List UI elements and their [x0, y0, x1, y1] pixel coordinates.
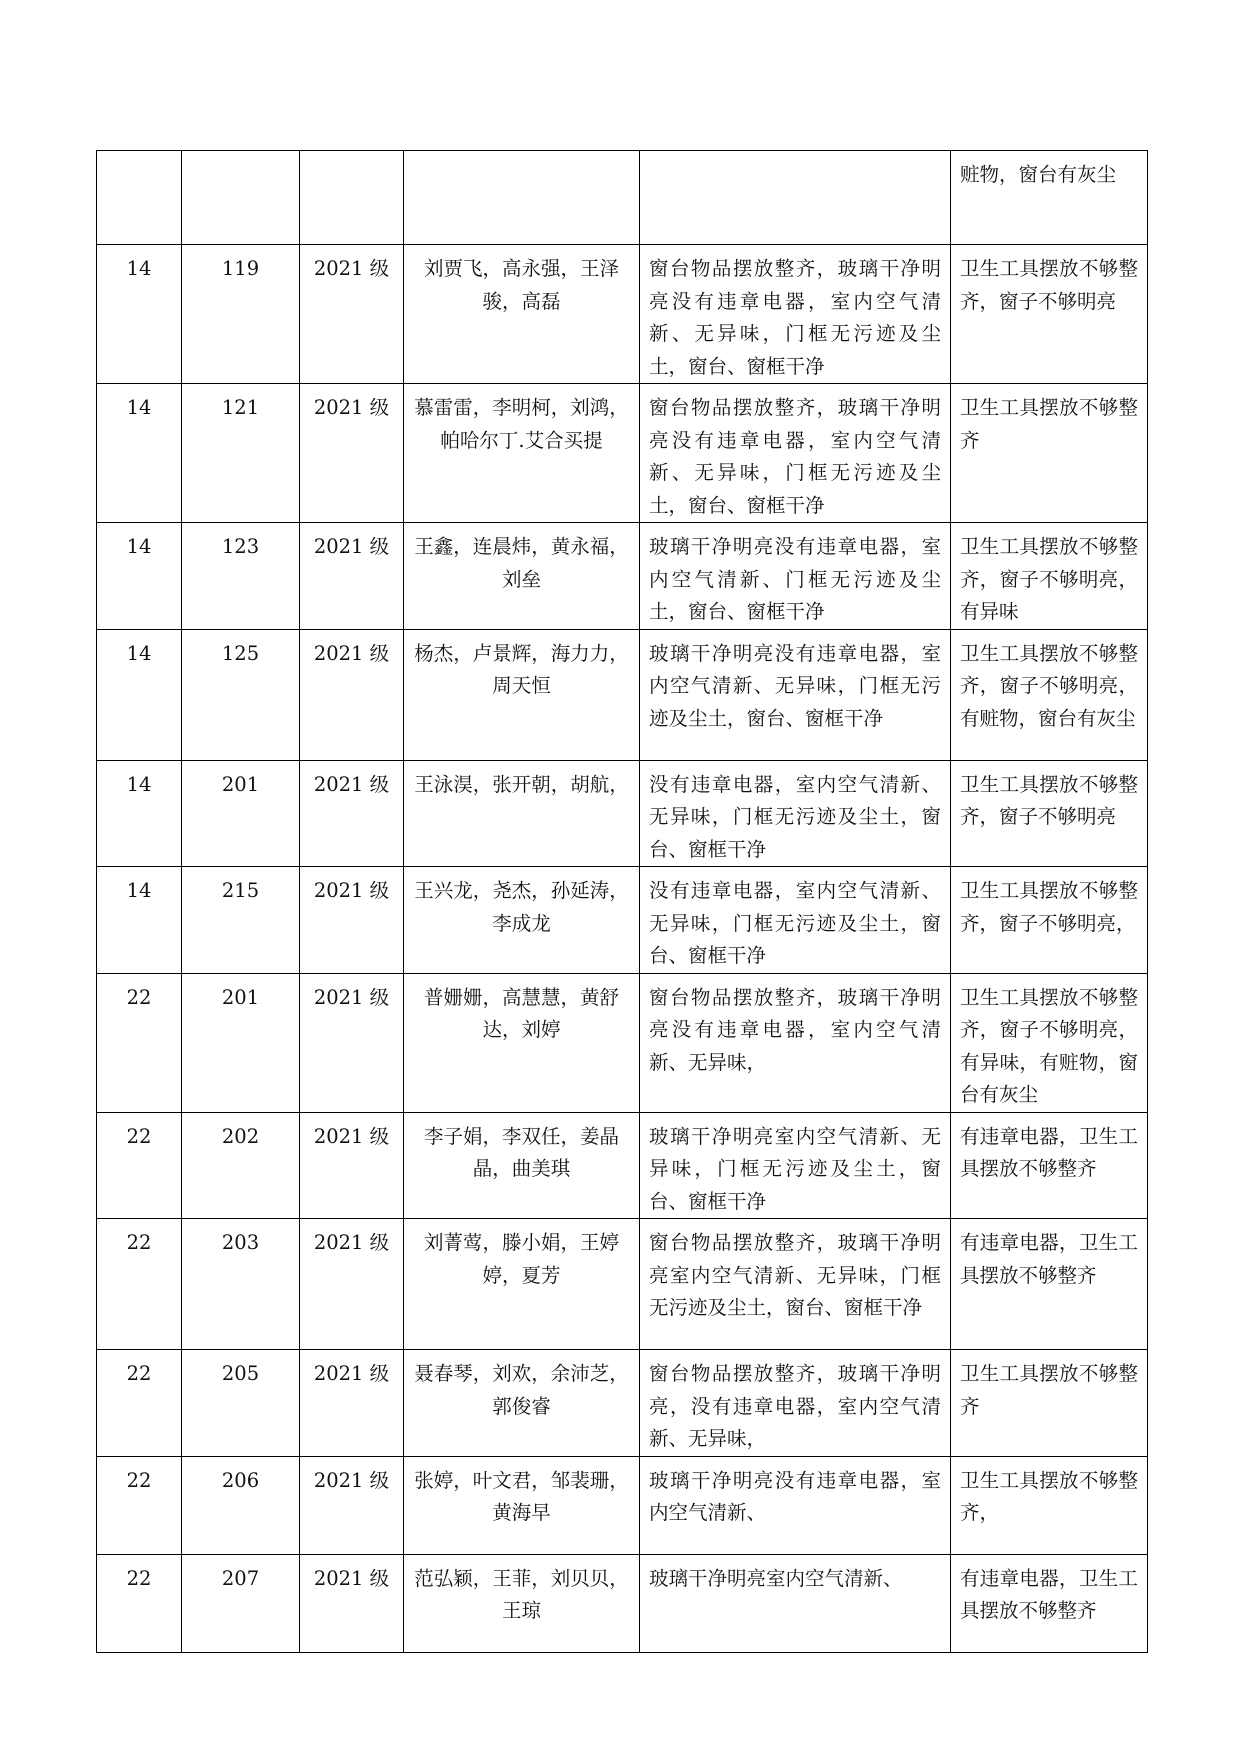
grade-cell: 2021 级 [300, 973, 404, 1112]
building-cell [97, 151, 182, 245]
building-cell: 22 [97, 1219, 182, 1350]
room-cell: 215 [182, 867, 300, 974]
residents-cell: 杨杰，卢景辉，海力力，周天恒 [404, 629, 640, 760]
issues-cell: 赃物，窗台有灰尘 [951, 151, 1148, 245]
issues-cell: 卫生工具摆放不够整齐 [951, 1350, 1148, 1457]
residents-cell: 慕雷雷，李明柯，刘鸿，帕哈尔丁.艾合买提 [404, 384, 640, 523]
issues-cell: 卫生工具摆放不够整齐 [951, 384, 1148, 523]
residents-cell: 刘菁莺，滕小娟，王婷婷，夏芳 [404, 1219, 640, 1350]
table-row [97, 629, 1148, 760]
table-row [97, 1219, 1148, 1350]
table-row [97, 1112, 1148, 1219]
strengths-cell: 没有违章电器，室内空气清新、无异味，门框无污迹及尘土，窗台、窗框干净 [640, 867, 951, 974]
issues-cell: 卫生工具摆放不够整齐，窗子不够明亮，有赃物，窗台有灰尘 [951, 629, 1148, 760]
issues-cell: 有违章电器，卫生工具摆放不够整齐 [951, 1219, 1148, 1350]
residents-cell [404, 151, 640, 245]
issues-cell: 卫生工具摆放不够整齐， [951, 1456, 1148, 1554]
building-cell: 14 [97, 245, 182, 384]
building-cell: 22 [97, 1554, 182, 1652]
grade-cell: 2021 级 [300, 1112, 404, 1219]
room-cell: 207 [182, 1554, 300, 1652]
room-cell: 123 [182, 523, 300, 630]
building-cell: 14 [97, 629, 182, 760]
residents-cell: 王鑫，连晨炜，黄永福，刘垒 [404, 523, 640, 630]
room-cell: 121 [182, 384, 300, 523]
grade-cell: 2021 级 [300, 523, 404, 630]
strengths-cell: 玻璃干净明亮没有违章电器，室内空气清新、 [640, 1456, 951, 1554]
grade-cell: 2021 级 [300, 384, 404, 523]
table-row [97, 1554, 1148, 1652]
grade-cell: 2021 级 [300, 1219, 404, 1350]
room-cell: 125 [182, 629, 300, 760]
residents-cell: 聂春琴，刘欢，余沛芝，郭俊睿 [404, 1350, 640, 1457]
strengths-cell: 窗台物品摆放整齐，玻璃干净明亮没有违章电器，室内空气清新、无异味，门框无污迹及尘土，窗台、窗框干净 [640, 384, 951, 523]
residents-cell: 普姗姗，高慧慧，黄舒达，刘婷 [404, 973, 640, 1112]
residents-cell: 王泳淏，张开朝，胡航， [404, 760, 640, 867]
building-cell: 22 [97, 973, 182, 1112]
grade-cell: 2021 级 [300, 629, 404, 760]
grade-cell: 2021 级 [300, 1350, 404, 1457]
table-row [97, 760, 1148, 867]
strengths-cell: 窗台物品摆放整齐，玻璃干净明亮没有违章电器，室内空气清新、无异味， [640, 973, 951, 1112]
building-cell: 22 [97, 1456, 182, 1554]
residents-cell: 张婷，叶文君，邹裴珊，黄海早 [404, 1456, 640, 1554]
building-cell: 14 [97, 760, 182, 867]
issues-cell: 卫生工具摆放不够整齐，窗子不够明亮，有异味，有赃物，窗台有灰尘 [951, 973, 1148, 1112]
room-cell: 119 [182, 245, 300, 384]
table-row [97, 1456, 1148, 1554]
residents-cell: 范弘颖，王菲，刘贝贝，王琼 [404, 1554, 640, 1652]
strengths-cell: 玻璃干净明亮没有违章电器，室内空气清新、门框无污迹及尘土，窗台、窗框干净 [640, 523, 951, 630]
table-row [97, 523, 1148, 630]
room-cell: 202 [182, 1112, 300, 1219]
dorm-inspection-table [96, 150, 1148, 1653]
room-cell: 205 [182, 1350, 300, 1457]
room-cell: 206 [182, 1456, 300, 1554]
strengths-cell [640, 151, 951, 245]
strengths-cell: 窗台物品摆放整齐，玻璃干净明亮室内空气清新、无异味，门框无污迹及尘土，窗台、窗框干净 [640, 1219, 951, 1350]
residents-cell: 刘贾飞，高永强，王泽骏，高磊 [404, 245, 640, 384]
table-row [97, 245, 1148, 384]
grade-cell: 2021 级 [300, 867, 404, 974]
room-cell: 203 [182, 1219, 300, 1350]
table-row [97, 867, 1148, 974]
issues-cell: 卫生工具摆放不够整齐，窗子不够明亮，有异味 [951, 523, 1148, 630]
issues-cell: 有违章电器，卫生工具摆放不够整齐 [951, 1112, 1148, 1219]
grade-cell: 2021 级 [300, 760, 404, 867]
strengths-cell: 没有违章电器，室内空气清新、无异味，门框无污迹及尘土，窗台、窗框干净 [640, 760, 951, 867]
strengths-cell: 窗台物品摆放整齐，玻璃干净明亮没有违章电器，室内空气清新、无异味，门框无污迹及尘土，窗台、窗框干净 [640, 245, 951, 384]
residents-cell: 王兴龙，尧杰，孙延涛，李成龙 [404, 867, 640, 974]
issues-cell: 卫生工具摆放不够整齐，窗子不够明亮 [951, 245, 1148, 384]
building-cell: 14 [97, 384, 182, 523]
room-cell: 201 [182, 760, 300, 867]
table-row [97, 973, 1148, 1112]
strengths-cell: 玻璃干净明亮室内空气清新、 [640, 1554, 951, 1652]
grade-cell: 2021 级 [300, 1456, 404, 1554]
inspection-table-container [96, 150, 1147, 1653]
strengths-cell: 玻璃干净明亮室内空气清新、无异味，门框无污迹及尘土，窗台、窗框干净 [640, 1112, 951, 1219]
strengths-cell: 窗台物品摆放整齐，玻璃干净明亮，没有违章电器，室内空气清新、无异味， [640, 1350, 951, 1457]
building-cell: 14 [97, 867, 182, 974]
room-cell [182, 151, 300, 245]
table-row [97, 384, 1148, 523]
table-row [97, 151, 1148, 245]
room-cell: 201 [182, 973, 300, 1112]
issues-cell: 卫生工具摆放不够整齐，窗子不够明亮， [951, 867, 1148, 974]
issues-cell: 卫生工具摆放不够整齐，窗子不够明亮 [951, 760, 1148, 867]
building-cell: 22 [97, 1350, 182, 1457]
building-cell: 22 [97, 1112, 182, 1219]
residents-cell: 李子娟，李双任，姜晶晶，曲美琪 [404, 1112, 640, 1219]
table-body [97, 151, 1148, 1653]
table-row [97, 1350, 1148, 1457]
grade-cell: 2021 级 [300, 1554, 404, 1652]
grade-cell [300, 151, 404, 245]
strengths-cell: 玻璃干净明亮没有违章电器，室内空气清新、无异味，门框无污迹及尘土，窗台、窗框干净 [640, 629, 951, 760]
issues-cell: 有违章电器，卫生工具摆放不够整齐 [951, 1554, 1148, 1652]
building-cell: 14 [97, 523, 182, 630]
grade-cell: 2021 级 [300, 245, 404, 384]
